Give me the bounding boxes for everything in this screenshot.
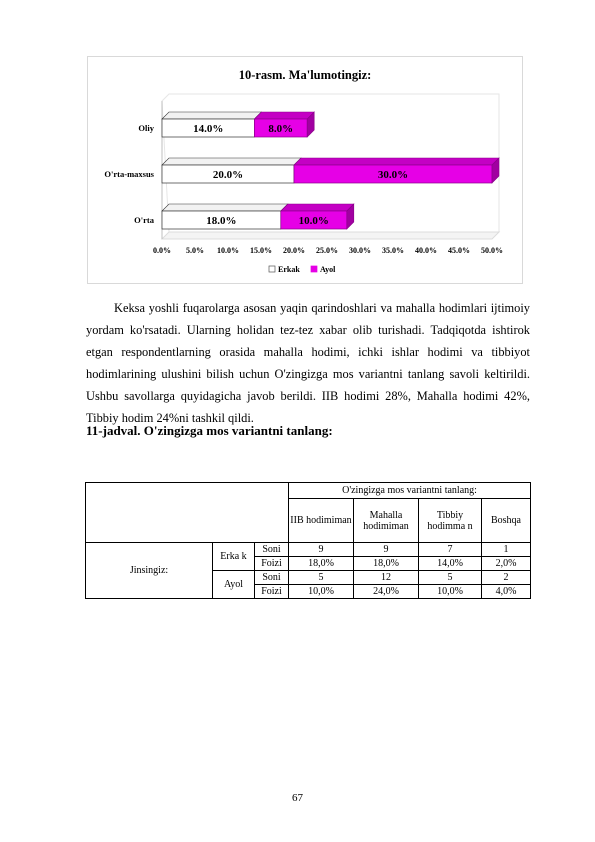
- table-cell: 18,0%: [289, 557, 354, 571]
- table-cell: 5: [419, 571, 482, 585]
- chart-10: [87, 56, 523, 284]
- column-header: Boshqa: [482, 499, 531, 543]
- legend-label: Ayol: [320, 265, 336, 274]
- table-cell: 5: [289, 571, 354, 585]
- category-label: Oliy: [138, 123, 154, 133]
- x-tick-label: 40.0%: [415, 246, 437, 255]
- group-label-female: Ayol: [213, 571, 255, 599]
- table-group-header: O'zingizga mos variantni tanlang:: [289, 483, 531, 499]
- x-tick-label: 15.0%: [250, 246, 272, 255]
- x-tick-label: 10.0%: [217, 246, 239, 255]
- table-cell: 24,0%: [354, 585, 419, 599]
- legend-swatch: [311, 266, 317, 272]
- page-number: 67: [292, 792, 303, 804]
- data-label: 8.0%: [268, 123, 294, 135]
- bar-top-face: [254, 112, 314, 119]
- data-label: 14.0%: [193, 123, 224, 135]
- legend-label: Erkak: [278, 265, 300, 274]
- column-header: IIB hodimiman: [289, 499, 354, 543]
- table-cell: 1: [482, 543, 531, 557]
- table-corner-cell: [86, 483, 289, 543]
- bar-top-face: [162, 204, 288, 211]
- category-label: O'rta-maxsus: [104, 169, 154, 179]
- table-cell: 12: [354, 571, 419, 585]
- metric-label: Soni: [255, 571, 289, 585]
- column-header: Mahalla hodimiman: [354, 499, 419, 543]
- table-cell: 9: [289, 543, 354, 557]
- legend-swatch: [269, 266, 275, 272]
- table-cell: 4,0%: [482, 585, 531, 599]
- bar-top-face: [281, 204, 354, 211]
- bar-top-face: [294, 158, 499, 165]
- table-cell: 18,0%: [354, 557, 419, 571]
- data-label: 10.0%: [298, 215, 329, 227]
- data-label: 20.0%: [212, 169, 244, 181]
- table-title: 11-jadval. O'zingizga mos variantni tanlang:: [86, 423, 333, 438]
- x-tick-label: 0.0%: [153, 246, 171, 255]
- x-tick-label: 50.0%: [481, 246, 503, 255]
- table-cell: 9: [354, 543, 419, 557]
- table-cell: 2,0%: [482, 557, 531, 571]
- x-tick-label: 45.0%: [448, 246, 470, 255]
- table-cell: 2: [482, 571, 531, 585]
- table-cell: 10,0%: [419, 585, 482, 599]
- x-tick-label: 20.0%: [283, 246, 305, 255]
- bar-chart-svg: [87, 56, 523, 284]
- x-tick-label: 5.0%: [186, 246, 204, 255]
- table-cell: 10,0%: [289, 585, 354, 599]
- data-label: 18.0%: [206, 215, 237, 227]
- chart-floor: [162, 232, 499, 239]
- group-label-male: Erka k: [213, 543, 255, 571]
- category-label: O'rta: [134, 215, 154, 225]
- survey-table: [85, 482, 531, 599]
- table-cell: 14,0%: [419, 557, 482, 571]
- x-tick-label: 25.0%: [316, 246, 338, 255]
- chart-title: 10-rasm. Ma'lumotingiz:: [238, 68, 372, 82]
- row-header-gender: Jinsingiz:: [86, 543, 213, 599]
- column-header: Tibbiy hodimma n: [419, 499, 482, 543]
- bar-top-face: [162, 112, 261, 119]
- metric-label: Foizi: [255, 585, 289, 599]
- table-cell: 7: [419, 543, 482, 557]
- x-tick-label: 30.0%: [349, 246, 371, 255]
- bar-top-face: [162, 158, 301, 165]
- metric-label: Foizi: [255, 557, 289, 571]
- x-tick-label: 35.0%: [382, 246, 404, 255]
- data-label: 30.0%: [377, 169, 409, 181]
- body-paragraph: Keksa yoshli fuqarolarga asosan yaqin qarindoshlari va mahalla hodimlari ijtimoiy yordam ko'rsatadi. Ularning holidan tez-tez xabar olib turishadi. Tadqiqotda ishtirok etgan respondentlarning orasida mahalla hodimi, ichki ishlar hodimi va tibbiyot hodimlarining ulushini bilish uchun O'zingizga mos variantni tanlang savoli keltirildi. Ushbu savollarga quyidagicha javob berildi. IIB hodimi 28%, Mahalla hodimi 42%, Tibbiy hodim 24%ni tashkil qildi.: [86, 301, 530, 425]
- metric-label: Soni: [255, 543, 289, 557]
